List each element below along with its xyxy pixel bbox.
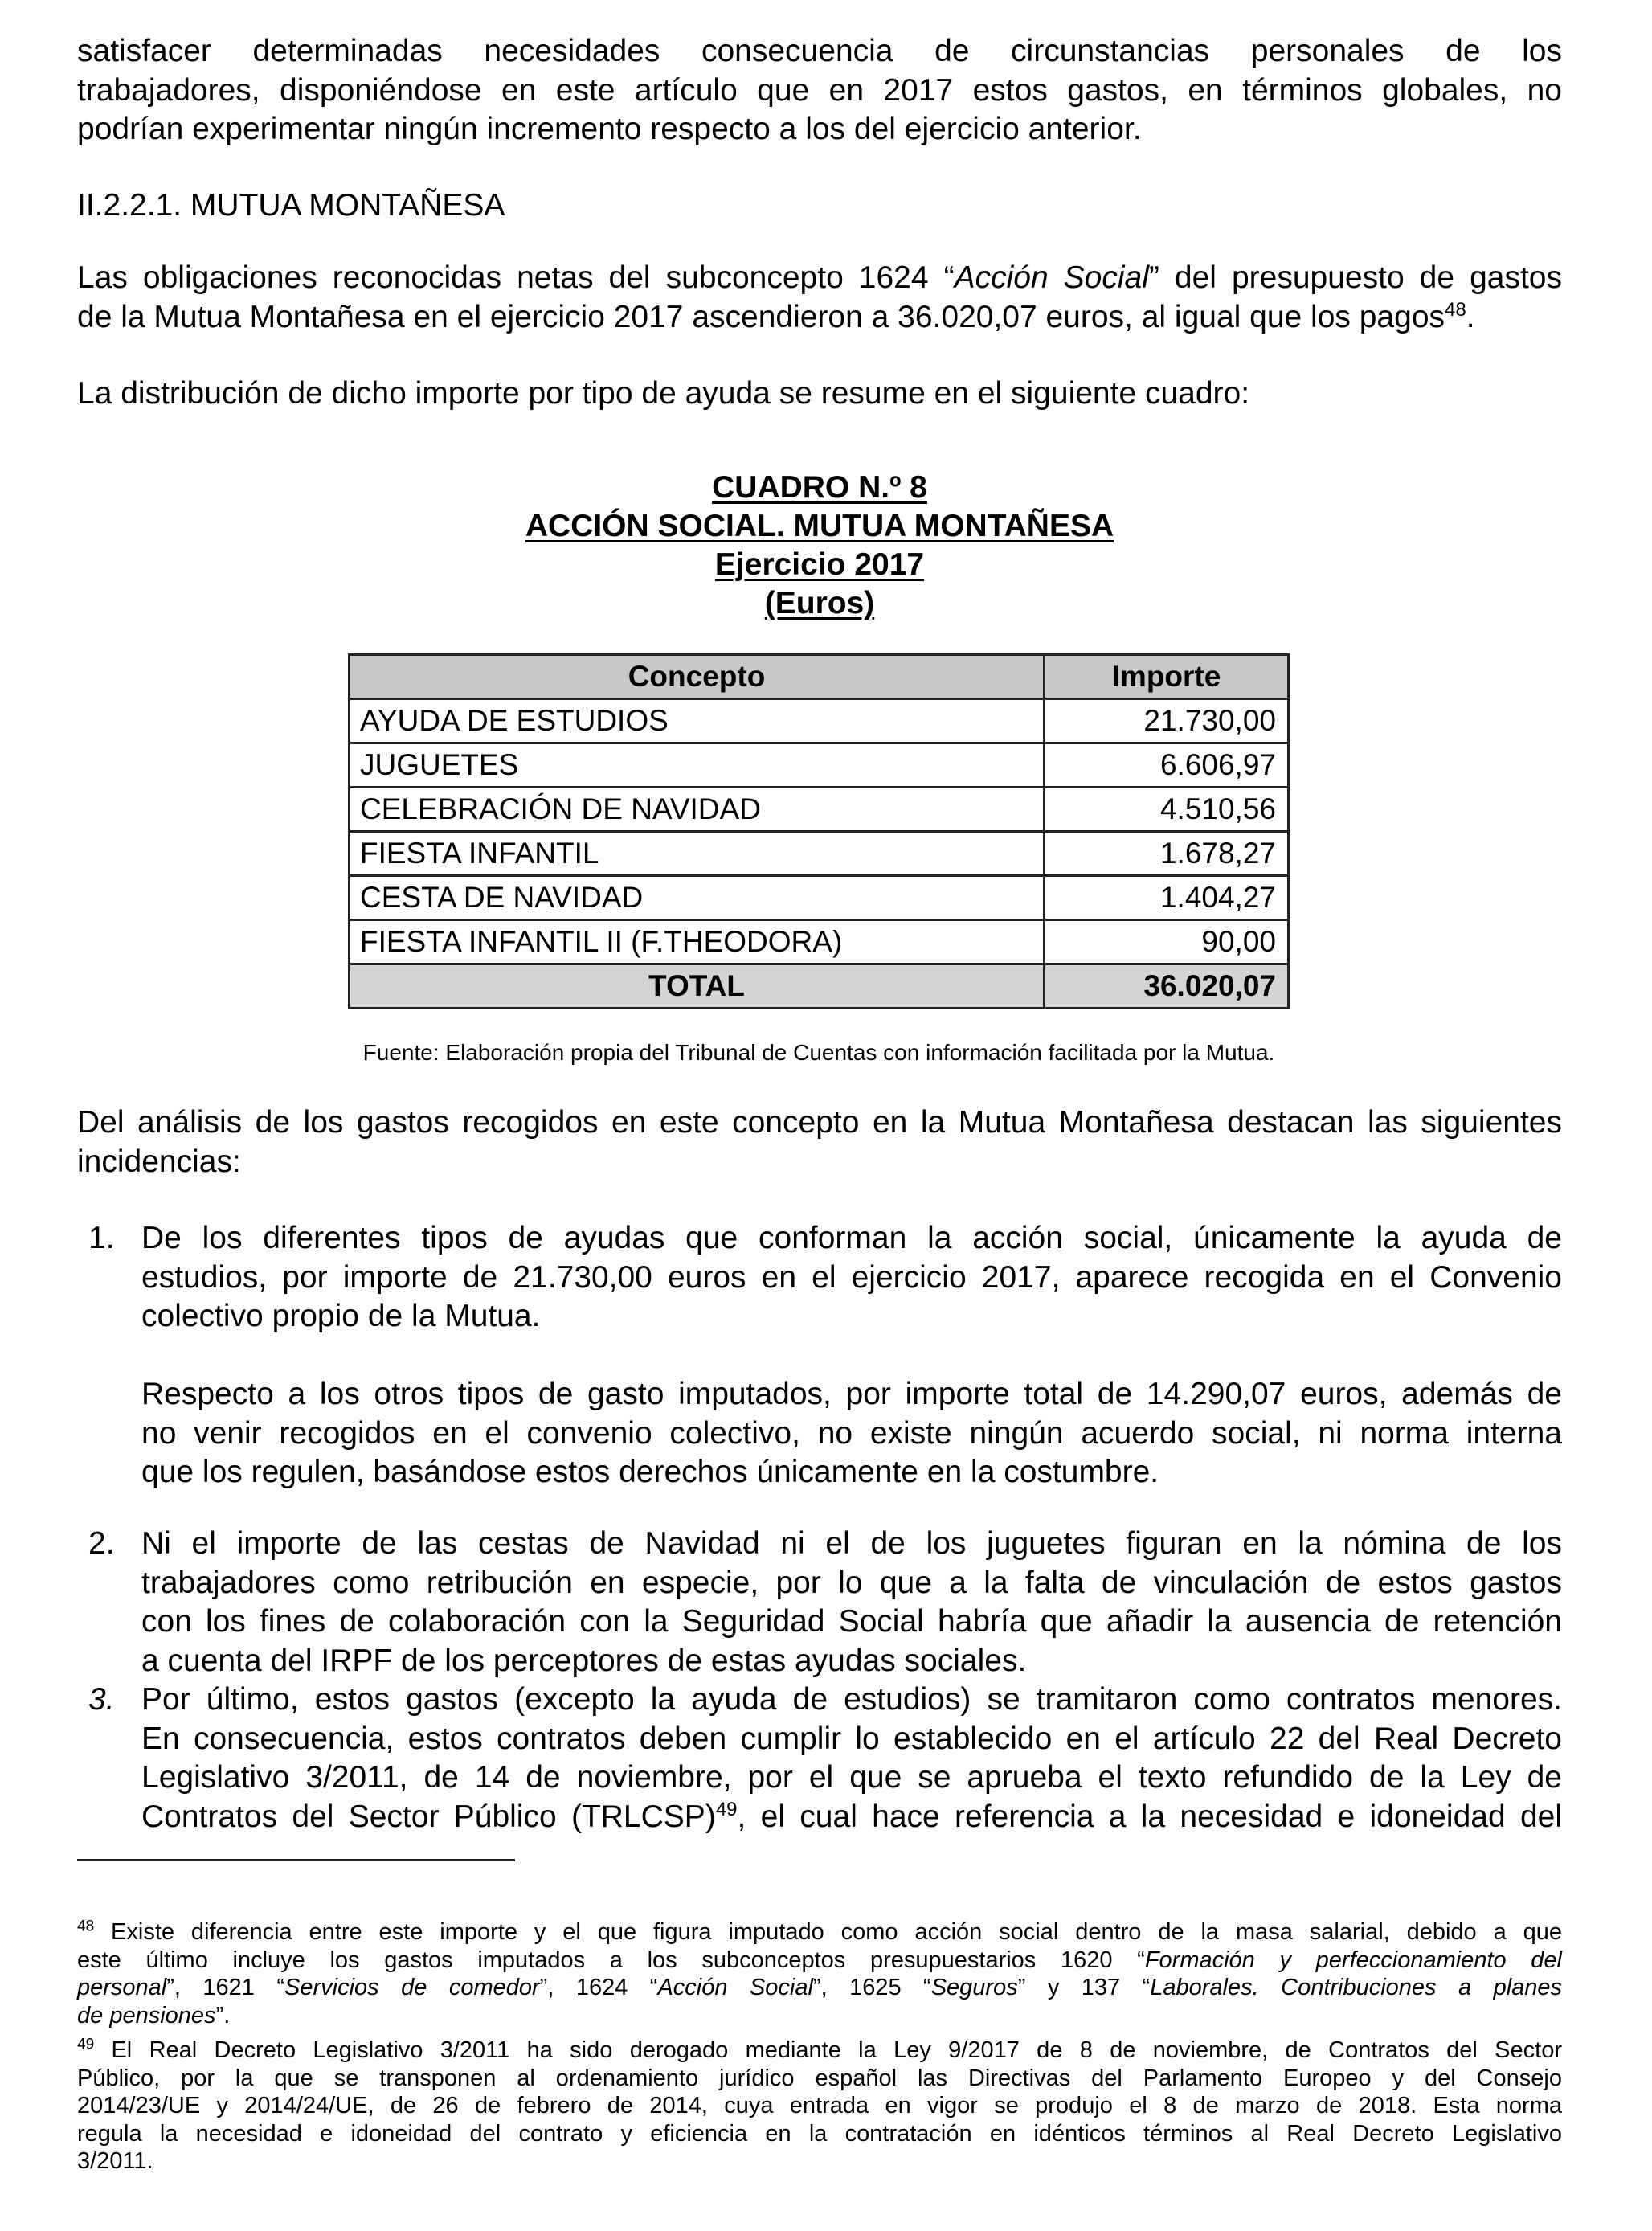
text-line: Legislativo 3/2011, de 14 de noviembre, por el que se aprueba el texto refundido de la Ley de bbox=[141, 1760, 1562, 1795]
italic-term: Seguros bbox=[930, 1975, 1018, 2000]
cell-total-importe: 36.020,07 bbox=[1045, 964, 1289, 1009]
text: . bbox=[1466, 299, 1475, 334]
list-item-body bbox=[141, 1375, 1562, 1492]
cell-concepto: AYUDA DE ESTUDIOS bbox=[350, 699, 1045, 743]
analisis-paragraph bbox=[77, 1103, 1562, 1181]
column-header-concepto: Concepto bbox=[350, 655, 1045, 699]
text: de la Mutua Montañesa en el ejercicio 2017 ascendieron a 36.020,07 euros, al igual que los pagos bbox=[77, 299, 1446, 334]
text-line: incidencias: bbox=[77, 1144, 241, 1179]
text: Contratos del Sector Público (TRLCSP) bbox=[141, 1799, 716, 1834]
text-line: con los fines de colaboración con la Seguridad Social habría que añadir la ausencia de retención bbox=[141, 1604, 1562, 1639]
text: Las obligaciones reconocidas netas del subconcepto 1624 “ bbox=[77, 260, 955, 295]
text: Existe diferencia entre este importe y el que figura imputado como acción social dentro de la masa salarial, debido a que bbox=[94, 1919, 1562, 1945]
text-line: no venir recogidos en el convenio colectivo, no existe ningún acuerdo social, ni norma interna bbox=[141, 1415, 1562, 1451]
column-header-importe: Importe bbox=[1045, 655, 1289, 699]
cell-importe: 21.730,00 bbox=[1045, 699, 1289, 743]
text-line: 2014/23/UE y 2014/24/UE, de 26 de febrero de 2014, cuya entrada en vigor se produjo el 8 de marzo de 2018. Esta norma bbox=[77, 2093, 1562, 2118]
text: ”, 1621 “ bbox=[166, 1975, 285, 2000]
text-line: satisfacer determinadas necesidades consecuencia de circunstancias personales de los bbox=[77, 34, 1562, 68]
text-line: Por último, estos gastos (excepto la ayuda de estudios) se tramitaron como contratos menores. bbox=[141, 1682, 1562, 1717]
cell-importe: 1.678,27 bbox=[1045, 832, 1289, 876]
footnote-number: 48 bbox=[77, 1918, 95, 1935]
text-line: regula la necesidad e idoneidad del contrato y eficiencia en la contratación en idénticos términos al Real Decreto Legislativo bbox=[77, 2120, 1562, 2147]
italic-term: Acción Social bbox=[954, 260, 1149, 295]
cell-concepto: FIESTA INFANTIL bbox=[350, 832, 1045, 876]
table-period: Ejercicio 2017 bbox=[714, 547, 925, 582]
text-line: que los regulen, basándose estos derechos únicamente en la costumbre. bbox=[141, 1455, 1159, 1489]
table-row bbox=[350, 743, 1289, 788]
italic-term: Servicios de comedor bbox=[284, 1975, 540, 2000]
footnote-ref-48[interactable]: 48 bbox=[1445, 298, 1466, 321]
cell-importe: 90,00 bbox=[1045, 920, 1289, 964]
cell-importe: 1.404,27 bbox=[1045, 876, 1289, 920]
text: ” y 137 “ bbox=[1017, 1975, 1151, 2000]
accion-social-table bbox=[348, 653, 1290, 1009]
text-line: En consecuencia, estos contratos deben cumplir lo establecido en el artículo 22 del Real Decreto bbox=[141, 1721, 1562, 1756]
cell-concepto: CESTA DE NAVIDAD bbox=[350, 876, 1045, 920]
table-row bbox=[350, 876, 1289, 920]
table-unit: (Euros) bbox=[764, 586, 875, 620]
text-line: trabajadores, disponiéndose en este artículo que en 2017 estos gastos, en términos globales, no bbox=[77, 72, 1562, 108]
text-line: estudios, por importe de 21.730,00 euros en el ejercicio 2017, aparece recogida en el Convenio bbox=[141, 1259, 1562, 1295]
text: ”, 1624 “ bbox=[539, 1975, 658, 2000]
list-number: 3. bbox=[88, 1682, 115, 1717]
footnote-49 bbox=[77, 2037, 1562, 2176]
text-line: De los diferentes tipos de ayudas que conforman la acción social, únicamente la ayuda de bbox=[141, 1221, 1562, 1255]
text-line: colectivo propio de la Mutua. bbox=[141, 1299, 541, 1333]
text-line: trabajadores como retribución en especie, por lo que a la falta de vinculación de estos gastos bbox=[141, 1565, 1562, 1600]
footnote-number: 49 bbox=[77, 2036, 95, 2053]
table-number: CUADRO N.º 8 bbox=[712, 470, 927, 505]
table-row bbox=[350, 920, 1289, 964]
text-line: Respecto a los otros tipos de gasto imputados, por importe total de 14.290,07 euros, además de bbox=[141, 1377, 1562, 1411]
distribucion-paragraph bbox=[77, 375, 1562, 414]
intro-paragraph bbox=[77, 32, 1562, 149]
italic-term: Acción Social bbox=[657, 1975, 813, 2000]
text-line: a cuenta del IRPF de los perceptores de estas ayudas sociales. bbox=[141, 1643, 1027, 1678]
text-line: Del análisis de los gastos recogidos en este concepto en la Mutua Montañesa destacan las siguientes bbox=[77, 1105, 1562, 1140]
obligaciones-paragraph bbox=[77, 259, 1562, 337]
cell-total-label: TOTAL bbox=[350, 964, 1045, 1009]
table-row bbox=[350, 699, 1289, 743]
table-total-row bbox=[350, 964, 1289, 1009]
text: ”. bbox=[215, 2002, 231, 2028]
table-row bbox=[350, 788, 1289, 832]
list-number: 2. bbox=[88, 1526, 115, 1561]
italic-term: de pensiones bbox=[77, 2002, 216, 2028]
cell-concepto: CELEBRACIÓN DE NAVIDAD bbox=[350, 788, 1045, 832]
list-number: 1. bbox=[88, 1221, 115, 1255]
text: ” del presupuesto de gastos bbox=[1148, 260, 1562, 295]
table-header-row bbox=[350, 655, 1289, 699]
cell-concepto: JUGUETES bbox=[350, 743, 1045, 788]
table-caption bbox=[77, 469, 1562, 623]
text-line: La distribución de dicho importe por tipo de ayuda se resume en el siguiente cuadro: bbox=[77, 376, 1250, 411]
italic-term: Laborales. Contribuciones a planes bbox=[1150, 1975, 1563, 2000]
footnote-ref-49[interactable]: 49 bbox=[715, 1798, 738, 1820]
table-source-note: Fuente: Elaboración propia del Tribunal de Cuentas con información facilitada por la Mutua. bbox=[362, 1040, 1275, 1065]
table-row bbox=[350, 832, 1289, 876]
cell-importe: 4.510,56 bbox=[1045, 788, 1289, 832]
italic-term: personal bbox=[77, 1975, 167, 2000]
text-line: Público, por la que se transponen al ordenamiento jurídico español las Directivas del Parlamento Europeo y del Consejo bbox=[77, 2065, 1562, 2091]
text-line: podrían experimentar ningún incremento respecto a los del ejercicio anterior. bbox=[77, 112, 1142, 146]
cell-concepto: FIESTA INFANTIL II (F.THEODORA) bbox=[350, 920, 1045, 964]
list-item-body bbox=[141, 1219, 1562, 1337]
footnote-separator bbox=[77, 1859, 515, 1861]
list-item-body bbox=[141, 1680, 1562, 1836]
text: este último incluye los gastos imputados a los subconceptos presupuestarios 1620 “ bbox=[77, 1946, 1145, 1973]
text-line: Ni el importe de las cestas de Navidad ni el de los juguetes figuran en la nómina de los bbox=[141, 1526, 1562, 1561]
footnote-48 bbox=[77, 1918, 1562, 2029]
italic-term: Formación y perfeccionamiento del bbox=[1144, 1946, 1562, 1973]
cell-importe: 6.606,97 bbox=[1045, 743, 1289, 788]
text: ”, 1625 “ bbox=[812, 1975, 931, 2000]
text: El Real Decreto Legislativo 3/2011 ha sido derogado mediante la Ley 9/2017 de 8 de noviembre, de Contratos del Sector bbox=[94, 2037, 1562, 2063]
text-line: 3/2011. bbox=[77, 2148, 153, 2174]
table-title: ACCIÓN SOCIAL. MUTUA MONTAÑESA bbox=[525, 509, 1114, 543]
text: , el cual hace referencia a la necesidad e idoneidad del bbox=[737, 1799, 1563, 1834]
section-heading: II.2.2.1. MUTUA MONTAÑESA bbox=[77, 188, 505, 223]
list-item-body bbox=[141, 1525, 1562, 1680]
